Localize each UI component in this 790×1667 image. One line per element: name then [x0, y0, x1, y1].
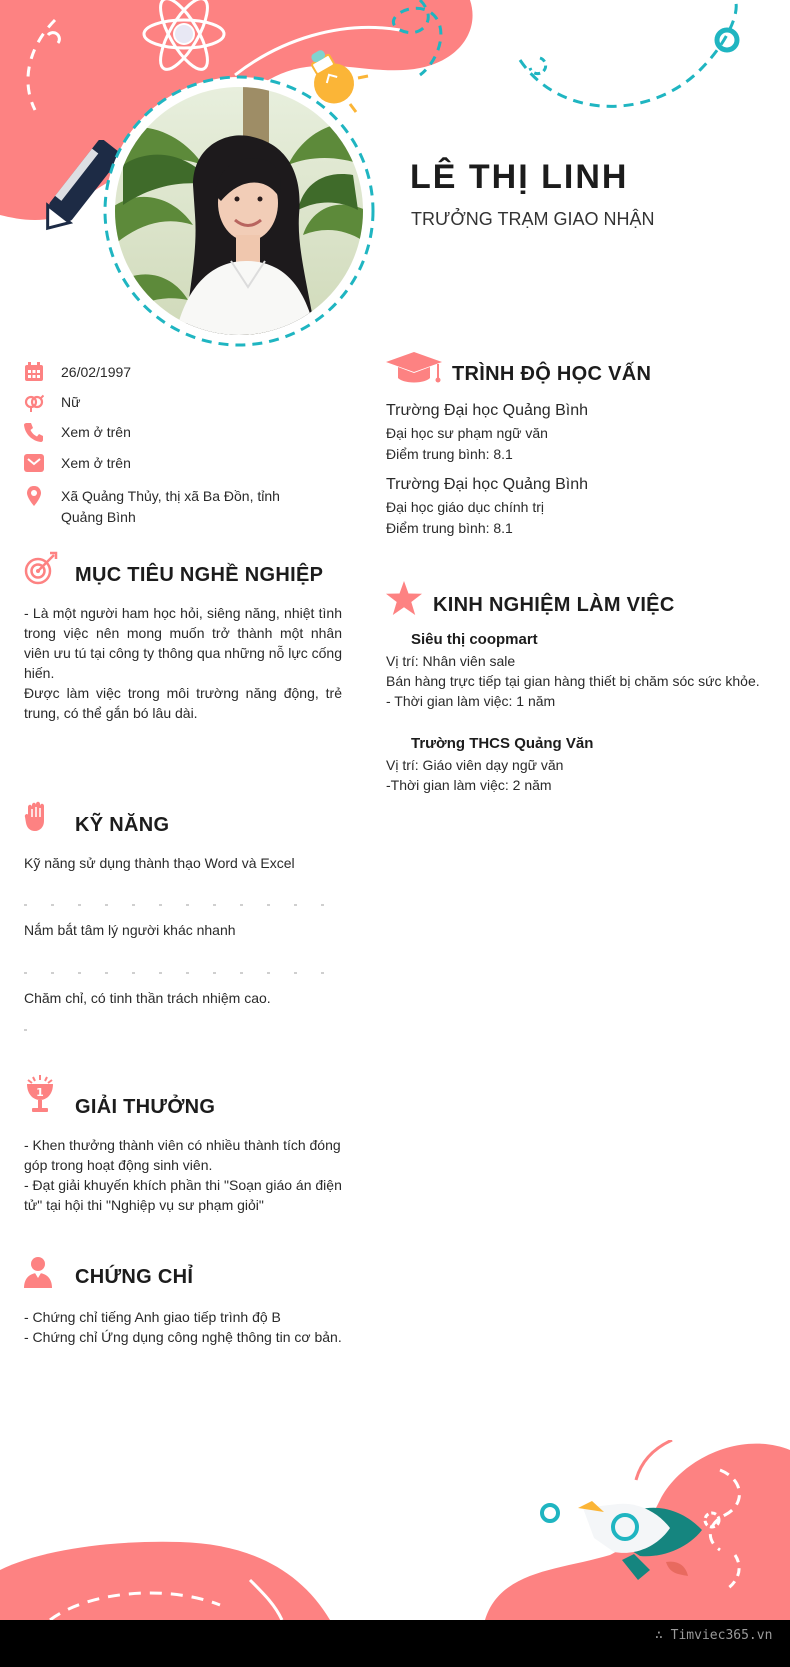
candidate-title: TRƯỞNG TRẠM GIAO NHẬN	[411, 209, 655, 229]
edu-school: Trường Đại học Quảng Bình	[386, 402, 589, 419]
award-line: góp trong hoạt động sinh viên.	[24, 1157, 213, 1173]
experience-title: KINH NGHIỆM LÀM VIỆC	[433, 594, 675, 616]
edu-major: Đại học giáo dục chính trị	[386, 499, 544, 515]
award-line: - Khen thưởng thành viên có nhiều thành tích đóng	[24, 1137, 341, 1153]
email-icon	[24, 453, 44, 473]
edu-school: Trường Đại học Quảng Bình	[386, 476, 589, 493]
objective-line: viên ưu tú tại công ty thông qua những nỗ lực cống	[24, 645, 342, 661]
exp-line: Vị trí: Nhân viên sale	[386, 653, 516, 669]
phone-value: Xem ở trên	[61, 424, 131, 440]
awards-title: GIẢI THƯỞNG	[75, 1096, 216, 1118]
star-icon	[386, 581, 422, 615]
skill-level-bar	[24, 1029, 30, 1031]
email-value: Xem ở trên	[61, 455, 131, 471]
brand-watermark: ∴ Timviec365.vn	[655, 1628, 773, 1643]
edu-major: Đại học sư phạm ngữ văn	[386, 425, 548, 441]
address-row	[24, 486, 280, 528]
skill-level-bar	[24, 972, 342, 974]
objective-line: - Là một người ham học hỏi, siêng năng, nhiệt tình	[24, 605, 342, 621]
awards-text	[24, 1135, 354, 1215]
objective-line: trong việc nên mong muốn trở thành một nhân	[24, 625, 342, 641]
target-icon	[24, 551, 58, 585]
skill-label: Kỹ năng sử dụng thành thạo Word và Excel	[24, 855, 295, 871]
award-line: - Đạt giải khuyến khích phần thi "Soạn giáo án điện	[24, 1177, 342, 1193]
phone-icon	[24, 422, 44, 442]
edu-gpa: Điểm trung bình: 8.1	[386, 446, 513, 462]
email-row	[24, 453, 131, 474]
graduation-cap-icon	[386, 352, 442, 386]
skill-label: Nắm bắt tâm lý người khác nhanh	[24, 922, 236, 938]
certificates-text	[24, 1307, 364, 1347]
award-line: tử" tại hội thi "Nghiệp vụ sư phạm giỏi"	[24, 1197, 264, 1213]
objective-line: hiến.	[24, 665, 55, 681]
profile-photo	[103, 75, 375, 347]
skill-level-bar	[24, 904, 342, 906]
objective-line: Được làm việc trong môi trường năng động, trẻ	[24, 685, 342, 701]
objective-text	[24, 603, 342, 723]
location-icon	[24, 486, 44, 506]
rocket-icon	[578, 1500, 708, 1595]
hand-icon	[24, 801, 48, 833]
svg-text:1: 1	[36, 1086, 44, 1099]
candidate-name: LÊ THỊ LINH	[410, 158, 629, 196]
birthday-row	[24, 362, 131, 383]
address-line-2: Quảng Bình	[61, 509, 136, 525]
phone-row	[24, 422, 131, 443]
exp-company: Trường THCS Quảng Văn	[411, 735, 594, 752]
objective-title: MỤC TIÊU NGHỀ NGHIỆP	[75, 564, 324, 586]
gender-value: Nữ	[61, 394, 81, 410]
gender-row	[24, 392, 80, 413]
skills-title: KỸ NĂNG	[75, 814, 170, 836]
atom-icon	[140, 0, 228, 78]
exp-line: -Thời gian làm việc: 2 năm	[386, 777, 552, 793]
certificate-line: - Chứng chỉ Ứng dụng công nghệ thông tin cơ bản.	[24, 1329, 342, 1345]
education-title: TRÌNH ĐỘ HỌC VẤN	[452, 363, 652, 385]
exp-line: Bán hàng trực tiếp tại gian hàng thiết bị chăm sóc sức khỏe.	[386, 673, 760, 689]
user-icon	[24, 1256, 52, 1288]
exp-line: - Thời gian làm việc: 1 năm	[386, 693, 556, 709]
address-line-1: Xã Quảng Thủy, thị xã Ba Đồn, tỉnh	[61, 488, 280, 504]
trophy-icon	[24, 1074, 56, 1114]
skill-label: Chăm chỉ, có tinh thần trách nhiệm cao.	[24, 990, 271, 1006]
exp-line: Vị trí: Giáo viên dạy ngữ văn	[386, 757, 564, 773]
objective-line: trung, có thể gắn bó lâu dài.	[24, 705, 198, 721]
birthday-value: 26/02/1997	[61, 364, 132, 380]
certificate-line: - Chứng chỉ tiếng Anh giao tiếp trình độ B	[24, 1309, 281, 1325]
calendar-icon	[24, 362, 44, 382]
exp-company: Siêu thị coopmart	[411, 631, 538, 648]
address-value	[61, 486, 280, 528]
edu-gpa: Điểm trung bình: 8.1	[386, 520, 513, 536]
gender-icon	[24, 392, 44, 412]
certificates-title: CHỨNG CHỈ	[75, 1266, 194, 1288]
